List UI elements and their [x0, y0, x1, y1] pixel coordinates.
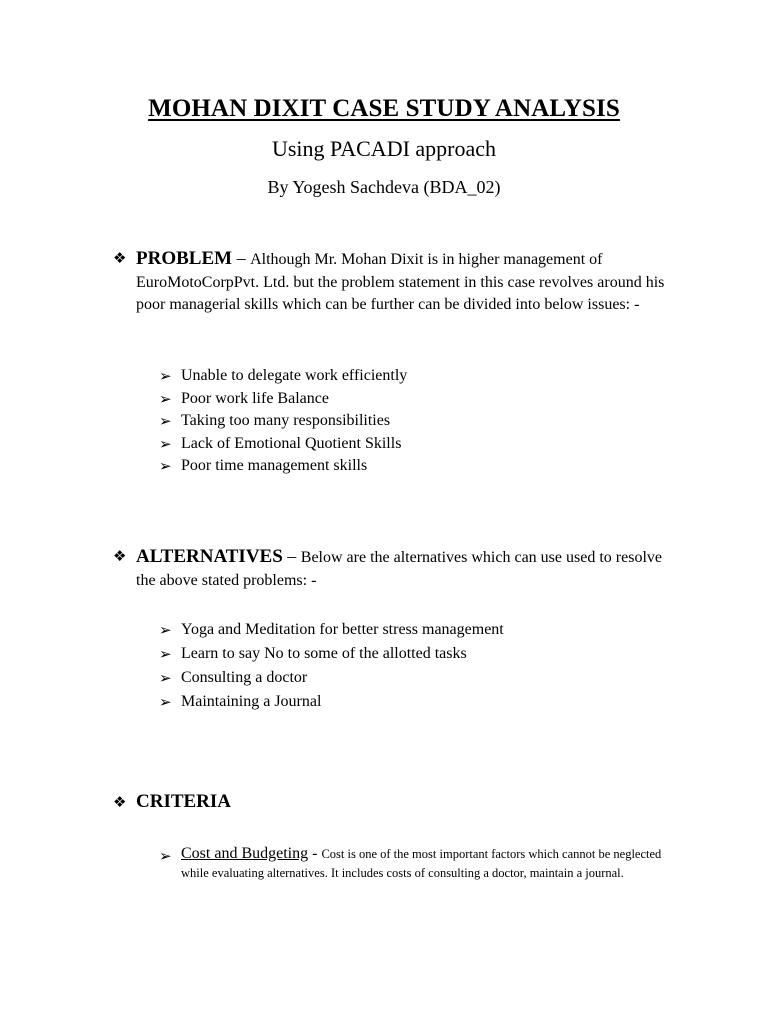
list-item: ➢ Learn to say No to some of the allotted tasks	[159, 642, 504, 666]
list-item: ➢ Yoga and Meditation for better stress management	[159, 618, 504, 642]
document-author: By Yogesh Sachdeva (BDA_02)	[267, 177, 501, 197]
list-item: ➢ Taking too many responsibilities	[159, 410, 407, 433]
problem-paragraph	[113, 247, 673, 317]
arrow-bullet-icon: ➢	[159, 367, 172, 385]
criteria-section	[113, 791, 673, 815]
alternatives-text: Below are the alternatives which can use used to resolve the above stated problems: -	[136, 549, 662, 589]
criteria-item-separator: -	[308, 845, 322, 862]
document-title: MOHAN DIXIT CASE STUDY ANALYSIS	[148, 95, 620, 122]
list-item: ➢ Poor time management skills	[159, 455, 407, 478]
arrow-bullet-icon: ➢	[159, 412, 172, 430]
arrow-bullet-icon: ➢	[159, 847, 172, 865]
list-item: ➢ Consulting a doctor	[159, 666, 504, 690]
alternatives-list	[159, 618, 504, 714]
diamond-bullet-icon: ❖	[113, 249, 127, 267]
alternatives-section	[113, 545, 673, 592]
problem-issues-list	[159, 365, 407, 478]
list-item: ➢ Lack of Emotional Quotient Skills	[159, 433, 407, 456]
document-subtitle: Using PACADI approach	[271, 136, 497, 161]
alternatives-paragraph	[113, 545, 673, 592]
problem-section	[113, 247, 673, 317]
diamond-bullet-icon: ❖	[113, 547, 127, 565]
arrow-bullet-icon: ➢	[159, 434, 172, 453]
alternatives-heading: ALTERNATIVES	[136, 546, 283, 567]
list-item: ➢ Unable to delegate work efficiently	[159, 365, 407, 388]
problem-heading: PROBLEM	[136, 248, 233, 269]
criteria-item-cost	[159, 844, 679, 883]
diamond-bullet-icon: ❖	[113, 793, 127, 811]
criteria-paragraph	[113, 791, 673, 815]
arrow-bullet-icon: ➢	[159, 669, 172, 687]
problem-dash: –	[232, 248, 251, 268]
arrow-bullet-icon: ➢	[159, 389, 172, 408]
criteria-heading: CRITERIA	[136, 791, 232, 812]
problem-text: Although Mr. Mohan Dixit is in higher management of EuroMotoCorpPvt. Ltd. but the problem statement in this case revolves around his poor managerial skills which can be further can be divided into below issues: -	[136, 251, 665, 313]
arrow-bullet-icon: ➢	[159, 645, 172, 663]
arrow-bullet-icon: ➢	[159, 693, 172, 711]
list-item: ➢ Poor work life Balance	[159, 388, 407, 411]
alternatives-dash: –	[282, 546, 301, 566]
criteria-item-text: Cost is one of the most important factors which cannot be neglected while evaluating alternatives. It includes costs of consulting a doctor, maintain a journal.	[181, 847, 662, 880]
arrow-bullet-icon: ➢	[159, 621, 172, 639]
list-item: ➢ Maintaining a Journal	[159, 690, 504, 714]
arrow-bullet-icon: ➢	[159, 457, 172, 475]
criteria-item-label: Cost and Budgeting	[181, 845, 309, 862]
